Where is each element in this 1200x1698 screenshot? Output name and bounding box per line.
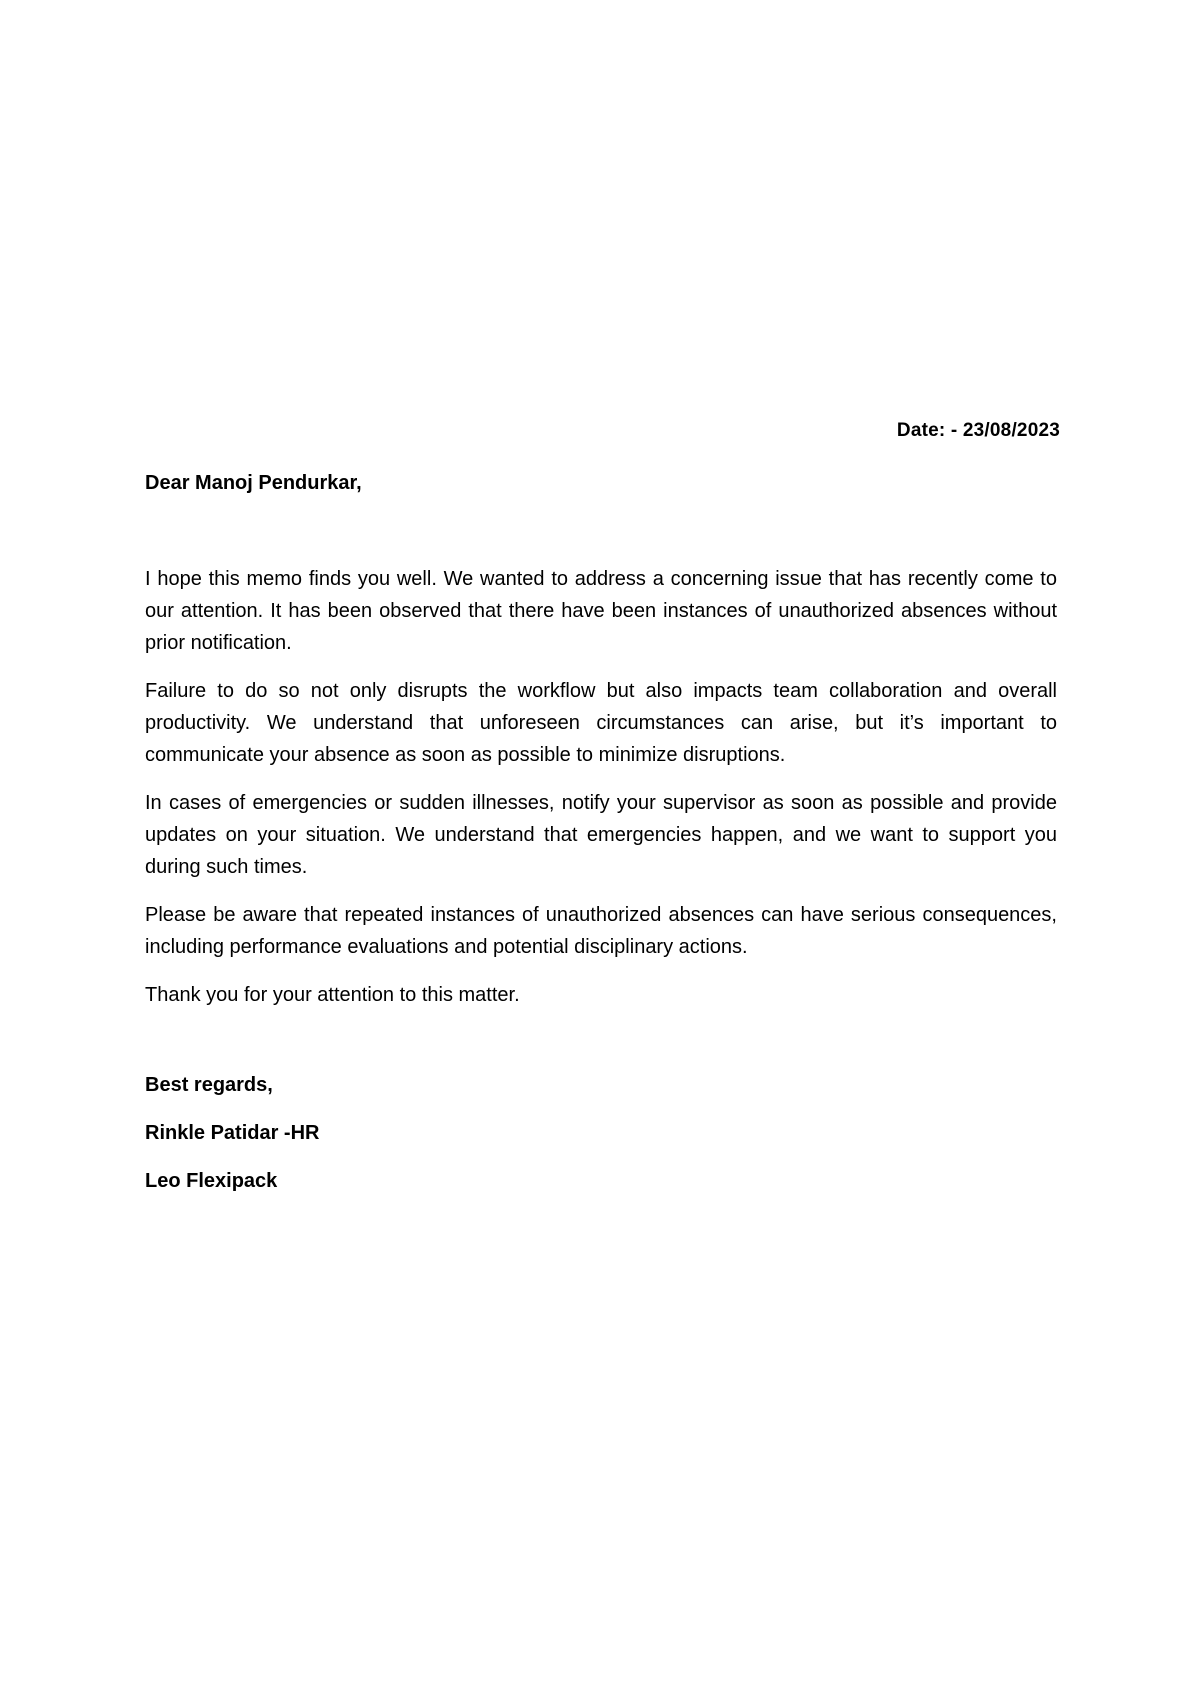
company-name: Leo Flexipack (145, 1170, 278, 1192)
body-paragraph: Thank you for your attention to this matter. (145, 984, 520, 1006)
body-paragraph: Failure to do so not only disrupts the workflow but also impacts team collaboration and overall productivity. We understand that unforeseen circumstances can arise, but it’s important to communicate your absence as soon as possible to minimize disruptions. (145, 680, 1057, 766)
body-paragraph: Please be aware that repeated instances of unauthorized absences can have serious consequences, including performance evaluations and potential disciplinary actions. (145, 904, 1057, 958)
closing: Best regards, (145, 1074, 273, 1096)
body-paragraph: I hope this memo finds you well. We wanted to address a concerning issue that has recently come to our attention. It has been observed that there have been instances of unauthorized absences without prior notification. (145, 568, 1057, 654)
body-paragraph: In cases of emergencies or sudden illnesses, notify your supervisor as soon as possible and provide updates on your situation. We understand that emergencies happen, and we want to support you during such times. (145, 792, 1057, 878)
salutation: Dear Manoj Pendurkar, (145, 472, 362, 494)
memo-date: Date: - 23/08/2023 (896, 420, 1060, 441)
signatory-name: Rinkle Patidar -HR (145, 1122, 320, 1144)
memo-body (145, 563, 1057, 1027)
